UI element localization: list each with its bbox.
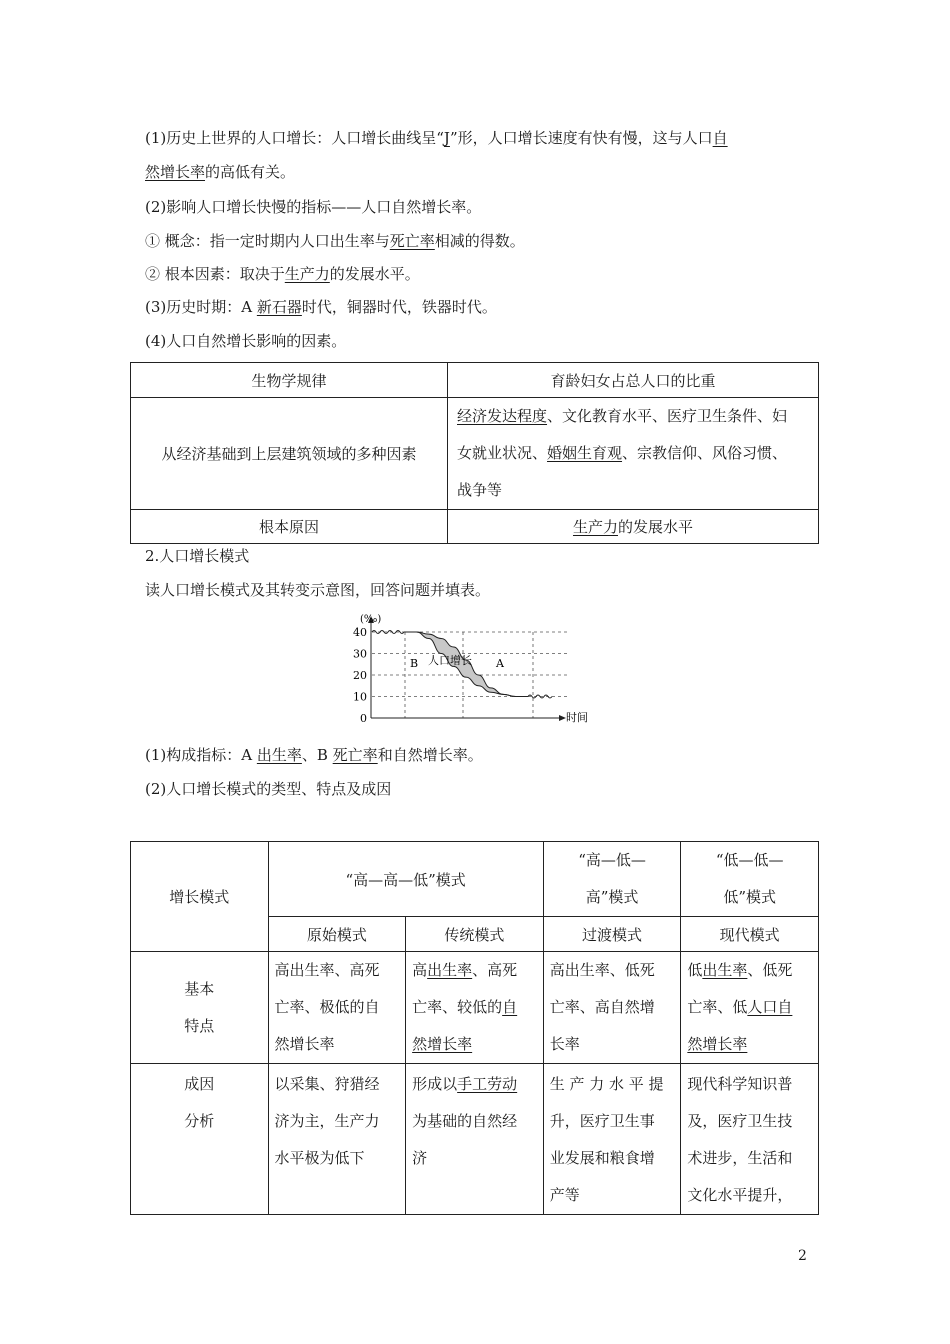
- text: 亡率、较低的: [412, 998, 503, 1016]
- table1-header-1: 生物学规律: [131, 363, 448, 398]
- text: 的高低有关。: [205, 163, 296, 181]
- text: “低—低—: [715, 851, 784, 869]
- text: 成因: [184, 1075, 215, 1093]
- text: 亡率、低: [687, 998, 748, 1016]
- header-hdg: [543, 842, 681, 917]
- question-2: (2)人口增长模式的类型、特点及成因: [145, 780, 392, 798]
- text: 、低死: [747, 961, 793, 979]
- text: 高出生率、低死: [549, 961, 655, 979]
- underlined-answer: 自: [502, 998, 518, 1016]
- text: 时代，铜器时代，铁器时代。: [301, 298, 497, 316]
- underlined-answer: 死亡率: [389, 232, 435, 250]
- underlined-answer: 手工劳动: [457, 1075, 518, 1093]
- text: “高—低—: [578, 851, 646, 869]
- underlined-answer: 然增长率: [145, 163, 206, 181]
- underlined-answer: 生产力: [284, 265, 330, 283]
- end-wave: [528, 695, 552, 698]
- factors-table: [130, 362, 819, 544]
- y-tick-label: 30: [353, 647, 367, 661]
- growth-mode-table: [130, 841, 819, 1215]
- text: 的发展水平。: [329, 265, 420, 283]
- text: 高出生率、高死: [274, 961, 380, 979]
- text: 亡率、极低的自: [274, 998, 380, 1016]
- causes-transition: [543, 1064, 681, 1215]
- row-basic-features-label: [131, 952, 269, 1064]
- features-traditional: [406, 952, 544, 1064]
- text: 、文化教育水平、医疗卫生条件、妇: [547, 407, 788, 425]
- underlined-answer: 生产力: [572, 518, 618, 536]
- sub-traditional: 传统模式: [406, 917, 544, 952]
- para-1-line-1: [145, 128, 728, 148]
- text: 特点: [184, 1016, 215, 1035]
- text: ”形，人口增长速度有快有慢，这与人口: [449, 129, 713, 147]
- label-a: A: [496, 657, 504, 670]
- y-tick-label: 0: [360, 712, 367, 725]
- para-5: [145, 297, 497, 317]
- para-3: [145, 231, 525, 251]
- text: 基本: [184, 979, 215, 998]
- causes-traditional: [406, 1064, 544, 1215]
- text: 高”模式: [585, 888, 639, 906]
- text: 为基础的自然经: [412, 1112, 518, 1130]
- para-4: [145, 264, 420, 284]
- text: 相减的得数。: [434, 232, 525, 250]
- text: 术进步，生活和: [687, 1149, 793, 1167]
- header-mode: 增长模式: [131, 842, 269, 952]
- underlined-answer: 出生率: [256, 746, 302, 764]
- text: 文化水平提升，: [687, 1186, 793, 1204]
- x-axis-label: 时间: [566, 711, 588, 724]
- para-1-line-2: [145, 162, 295, 182]
- text: 业发展和粮食增: [549, 1149, 655, 1167]
- text: 和自然增长率。: [377, 746, 483, 764]
- para-2: (2)影响人口增长快慢的指标——人口自然增长率。: [145, 198, 482, 216]
- x-axis-arrow: [559, 715, 566, 721]
- features-modern: [681, 952, 819, 1064]
- text: 济为主，生产力: [274, 1112, 380, 1130]
- text: 低: [687, 961, 703, 979]
- text: (3)历史时期：A: [145, 298, 257, 316]
- row-causes-label: [131, 1064, 269, 1215]
- text: 、宗教信仰、风俗习惯、: [622, 444, 788, 462]
- underlined-answer: 经济发达程度: [457, 407, 548, 425]
- underlined-answer: 新石器: [256, 298, 302, 316]
- y-axis-label: (‰): [360, 614, 382, 625]
- sub-modern: 现代模式: [681, 917, 819, 952]
- section-2-heading: 2.人口增长模式: [145, 547, 250, 565]
- table1-r1c1: 从经济基础到上层建筑领域的多种因素: [131, 398, 448, 510]
- question-1: [145, 745, 483, 765]
- text: 、B: [301, 746, 333, 764]
- causes-primitive: [268, 1064, 406, 1215]
- text: 生 产 力 水 平 提: [549, 1075, 664, 1093]
- y-tick-label: 20: [353, 669, 367, 682]
- y-tick-label: 40: [353, 626, 367, 639]
- y-tick-labels: [353, 626, 367, 725]
- text: 的发展水平: [618, 518, 694, 536]
- label-b: B: [410, 657, 419, 670]
- text: 然增长率: [274, 1035, 335, 1053]
- header-ddd: [681, 842, 819, 917]
- text: 长率: [549, 1035, 580, 1053]
- underlined-answer: 出生率: [427, 961, 473, 979]
- causes-modern: [681, 1064, 819, 1215]
- text: 低”模式: [723, 888, 776, 906]
- underlined-answer: 婚姻生育观: [547, 444, 623, 462]
- table1-r2c2: [448, 510, 819, 544]
- header-hhl: “高—高—低”模式: [268, 842, 543, 917]
- underlined-answer: 死亡率: [332, 746, 378, 764]
- text: 及，医疗卫生技: [687, 1112, 793, 1130]
- text: 分析: [184, 1112, 215, 1130]
- section-2-intro: 读人口增长模式及其转变示意图，回答问题并填表。: [145, 581, 491, 599]
- underlined-answer: J: [443, 129, 450, 147]
- underlined-answer: 自: [712, 129, 728, 147]
- features-transition: [543, 952, 681, 1064]
- text: ① 概念：指一定时期内人口出生率与: [145, 232, 390, 250]
- y-tick-label: 10: [353, 690, 367, 704]
- text: (1)构成指标：A: [145, 746, 257, 764]
- table1-r2c1: 根本原因: [131, 510, 448, 544]
- underlined-answer: 然增长率: [412, 1035, 473, 1053]
- features-primitive: [268, 952, 406, 1064]
- text: ② 根本因素：取决于: [145, 265, 285, 283]
- text: (1)历史上世界的人口增长：人口增长曲线呈“: [145, 129, 444, 147]
- text: 女就业状况、: [457, 444, 548, 462]
- text: 以采集、狩猎经: [274, 1075, 380, 1093]
- table1-r1c2: [448, 398, 819, 510]
- text: 升，医疗卫生事: [549, 1112, 655, 1130]
- text: 形成以: [412, 1075, 458, 1093]
- text: 、高死: [472, 961, 518, 979]
- para-6: (4)人口自然增长影响的因素。: [145, 332, 347, 350]
- text: 高: [412, 961, 428, 979]
- underlined-answer: 出生率: [702, 961, 748, 979]
- population-growth-diagram: [350, 610, 610, 728]
- underlined-answer: 人口自: [747, 998, 793, 1016]
- text: 济: [412, 1149, 428, 1167]
- text: 现代科学知识普: [687, 1075, 793, 1093]
- text: 水平极为低下: [274, 1149, 365, 1167]
- label-natural-growth: 人口增长: [428, 654, 472, 667]
- text: 产等: [549, 1186, 580, 1204]
- table1-header-2: 育龄妇女占总人口的比重: [448, 363, 819, 398]
- underlined-answer: 然增长率: [687, 1035, 748, 1053]
- sub-primitive: 原始模式: [268, 917, 406, 952]
- text: 战争等: [457, 481, 503, 499]
- text: 亡率、高自然增: [549, 998, 655, 1016]
- sub-transition: 过渡模式: [543, 917, 681, 952]
- start-wave: [372, 631, 404, 634]
- page-number: 2: [798, 1248, 807, 1264]
